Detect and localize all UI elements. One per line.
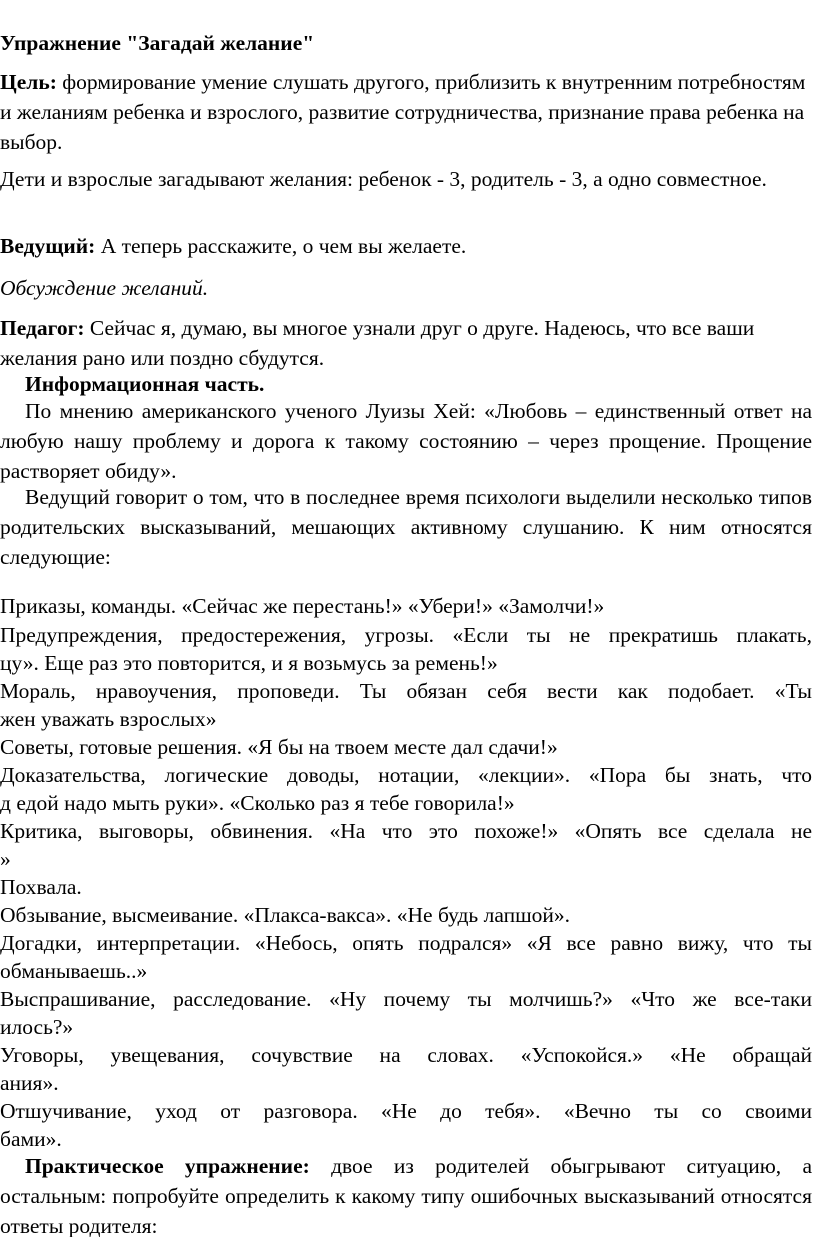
discussion-line: Обсуждение желаний. <box>0 276 209 300</box>
host-paragraph <box>0 231 466 261</box>
list-line: Предупреждения, предостережения, угрозы. «Если ты не прекратишь плакать, <box>0 623 812 647</box>
list-line: илось?» <box>0 1015 74 1039</box>
list-line: жен уважать взрослых» <box>0 707 217 731</box>
list-line: ания». <box>0 1071 59 1095</box>
teacher-paragraph <box>0 313 812 373</box>
list-line: обманываешь..» <box>0 959 148 983</box>
quote-paragraph: По мнению американского ученого Луизы Хей: «Любовь – единственный ответ на любую нашу проблему и дорога к такому состоянию – через прощение. Прощение растворяет обиду». <box>0 399 812 483</box>
wishes-paragraph: Дети и взрослые загадывают желания: ребенок - 3, родитель - 3, а одно совместное. <box>0 167 767 191</box>
list-line: Мораль, нравоучения, проповеди. Ты обязан себя вести как подобает. «Ты <box>0 679 812 703</box>
teacher-label: Педагог: <box>0 316 85 340</box>
info-heading: Информационная часть. <box>25 372 265 396</box>
list-line: Советы, готовые решения. «Я бы на твоем месте дал сдачи!» <box>0 735 558 759</box>
list-line: Критика, выговоры, обвинения. «На что это похоже!» «Опять все сделала не <box>0 819 812 843</box>
list-line: цу». Еще раз это повторится, и я возьмусь за ремень!» <box>0 651 498 675</box>
list-line: бами». <box>0 1127 62 1151</box>
types-intro-paragraph: Ведущий говорит о том, что в последнее время психологи выделили несколько типов родительских высказываний, мешающих активному слушанию. К ним относятся следующие: <box>0 485 812 569</box>
host-label: Ведущий: <box>0 234 96 258</box>
list-line: Приказы, команды. «Сейчас же перестань!» «Убери!» «Замолчи!» <box>0 594 605 618</box>
list-line: Уговоры, увещевания, сочувствие на словах. «Успокойся.» «Не обращай <box>0 1043 812 1067</box>
list-line: д едой надо мыть руки». «Сколько раз я тебе говорила!» <box>0 791 515 815</box>
practice-paragraph <box>0 1151 812 1237</box>
practice-text: двое из родителей обыгрывают ситуацию, а остальным: попробуйте определить к какому типу ошибочных высказываний относятся ответы родителя: <box>0 1154 812 1237</box>
list-line: » <box>0 847 11 871</box>
goal-text: формирование умение слушать другого, приблизить к внутренним потребностям и желаниям ребенка и взрослого, развитие сотрудничества, признание права ребенка на выбор. <box>0 70 806 154</box>
list-line: Доказательства, логические доводы, нотации, «лекции». «Пора бы знать, что <box>0 763 812 787</box>
teacher-text: Сейчас я, думаю, вы многое узнали друг о друге. Надеюсь, что все ваши желания рано или поздно сбудутся. <box>0 316 755 370</box>
goal-label: Цель: <box>0 70 57 94</box>
exercise-title: Упражнение "Загадай желание" <box>0 31 315 55</box>
list-line: Выспрашивание, расследование. «Ну почему ты молчишь?» «Что же все-таки <box>0 987 812 1011</box>
practice-label: Практическое упражнение: <box>25 1154 310 1178</box>
list-line: Отшучивание, уход от разговора. «Не до тебя». «Вечно ты со своими <box>0 1099 812 1123</box>
host-text: А теперь расскажите, о чем вы желаете. <box>95 234 467 258</box>
list-line: Похвала. <box>0 875 82 899</box>
goal-paragraph <box>0 67 812 157</box>
list-line: Обзывание, высмеивание. «Плакса-вакса». «Не будь лапшой». <box>0 903 571 927</box>
list-line: Догадки, интерпретации. «Небось, опять подрался» «Я все равно вижу, что ты <box>0 931 812 955</box>
